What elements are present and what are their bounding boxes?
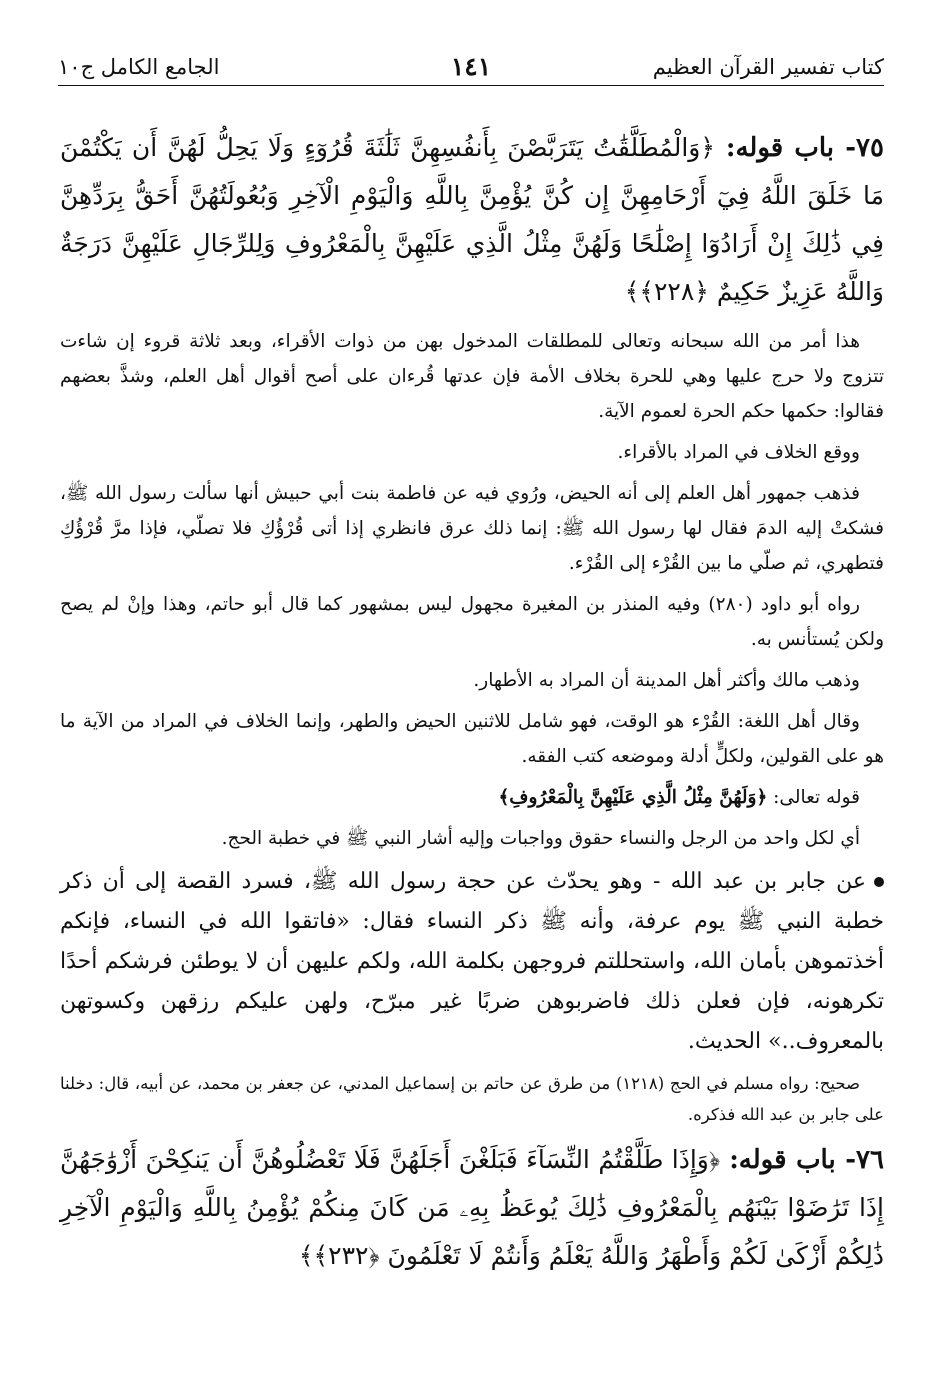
- chapter-75: [60, 124, 884, 316]
- chapter-76: [60, 1136, 884, 1280]
- header-book-title: كتاب تفسير القرآن العظيم: [652, 55, 884, 79]
- hadith-text: عن جابر بن عبد الله - وهو يحدّث عن حجة رسول الله ﷺ، فسرد القصة إلى أن ذكر خطبة النبي ﷺ يوم عرفة، وأنه ﷺ ذكر النساء فقال: «فاتقوا الله في النساء، فإنكم أخذتموهن بأمان الله، واستحللتم فروجهن بكلمة الله، ولكم عليهن أن لا يوطئن فرشكم أحدًا تكرهونه، فإن فعلن ذلك فاضربوهن ضربًا غير مبرّح، ولهن عليكم رزقهن وكسوتهن بالمعروف..» الحديث.: [60, 869, 884, 1054]
- chapter-75-label: ٧٥- باب قوله:: [725, 133, 884, 163]
- paragraph-1: هذا أمر من الله سبحانه وتعالى للمطلقات المدخول بهن من ذوات الأقراء، وبعد ثلاثة قروء إن شاءت تتزوج ولا حرج عليها وهي للحرة بخلاف الأمة فإن عدتها قُرءان على أصح أقوال أهل العلم، وشذَّ بعضهم فقالوا: حكمها حكم الحرة لعموم الآية.: [60, 331, 884, 422]
- page-body: [60, 124, 884, 1288]
- paragraph-6: وقال أهل اللغة: القُرْء هو الوقت، فهو شامل للاثنين الحيض والطهر، وإنما الخلاف في المراد من الآية ما هو على القولين، ولكلٍّ أدلة وموضعه كتب الفقه.: [60, 711, 884, 767]
- paragraph-7-verse: ﴿وَلَهُنَّ مِثْلُ الَّذِي عَلَيْهِنَّ بِالْمَعْرُوفِ﴾: [498, 787, 768, 808]
- paragraph-5: وذهب مالك وأكثر أهل المدينة أن المراد به الأطهار.: [473, 670, 860, 691]
- paragraph-2: ووقع الخلاف في المراد بالأقراء.: [617, 442, 860, 463]
- paragraph-7: [60, 780, 884, 815]
- paragraph-3: فذهب جمهور أهل العلم إلى أنه الحيض، ورُوي فيه عن فاطمة بنت أبي حبيش أنها سألت رسول الله ﷺ، فشكتْ إليه الدمَ فقال لها رسول الله ﷺ: إنما ذلك عرق فانظري إذا أتى قُرْؤُكِ فلا تصلّي، فإذا مرَّ قُرْؤُكِ فتطهري، ثم صلّي ما بين القُرْء إلى القُرْء.: [60, 483, 884, 574]
- chapter-75-verse: ﴿وَالْمُطَلَّقَٰتُ يَتَرَبَّصْنَ بِأَنفُسِهِنَّ ثَلَٰثَةَ قُرُوٓءٍ وَلَا يَحِلُّ لَهُنَّ أَن يَكْتُمْنَ مَا خَلَقَ اللَّهُ فِيٓ أَرْحَامِهِنَّ إِن كُنَّ يُؤْمِنَّ بِاللَّهِ وَالْيَوْمِ الْآخِرِ وَبُعُولَتُهُنَّ أَحَقُّ بِرَدِّهِنَّ فِي ذَٰلِكَ إِنْ أَرَادُوٓا إِصْلَٰحًا وَلَهُنَّ مِثْلُ الَّذِي عَلَيْهِنَّ بِالْمَعْرُوفِ وَلِلرِّجَالِ عَلَيْهِنَّ دَرَجَةٌ وَاللَّهُ عَزِيزٌ حَكِيمٌ ﴿٢٢٨﴾﴾: [60, 133, 884, 306]
- paragraph-7-lead: قوله تعالى:: [767, 787, 860, 808]
- bullet-icon: [874, 877, 884, 887]
- paragraph-4: رواه أبو داود (٢٨٠) وفيه المنذر بن المغيرة مجهول ليس بمشهور كما قال أبو حاتم، وهذا وإنْ لم يصح ولكن يُستأنس به.: [60, 594, 884, 650]
- chapter-76-verse: ﴿وَإِذَا طَلَّقْتُمُ النِّسَآءَ فَبَلَغْنَ أَجَلَهُنَّ فَلَا تَعْضُلُوهُنَّ أَن يَنكِحْنَ أَزْوَٰجَهُنَّ إِذَا تَرَٰضَوْا بَيْنَهُم بِالْمَعْرُوفِ ذَٰلِكَ يُوعَظُ بِهِۦ مَن كَانَ مِنكُمْ يُؤْمِنُ بِاللَّهِ وَالْيَوْمِ الْآخِرِ ذَٰلِكُمْ أَزْكَىٰ لَكُمْ وَأَطْهَرُ وَاللَّهُ يَعْلَمُ وَأَنتُمْ لَا تَعْلَمُونَ ﴿٢٣٢﴾﴾: [60, 1145, 884, 1270]
- running-header: [58, 46, 884, 86]
- hadith-paragraph: [60, 862, 884, 1062]
- page-number: ١٤١: [450, 52, 492, 81]
- header-volume-title: الجامع الكامل ج١٠: [58, 55, 220, 79]
- paragraph-8: أي لكل واحد من الرجل والنساء حقوق وواجبات وإليه أشار النبي ﷺ في خطبة الحج.: [221, 828, 860, 849]
- takhrij-paragraph: صحيح: رواه مسلم في الحج (١٢١٨) من طرق عن حاتم بن إسماعيل المدني، عن جعفر بن محمد، عن أبيه، قال: دخلنا على جابر بن عبد الله فذكره.: [60, 1074, 884, 1124]
- chapter-76-label: ٧٦- باب قوله:: [729, 1145, 884, 1175]
